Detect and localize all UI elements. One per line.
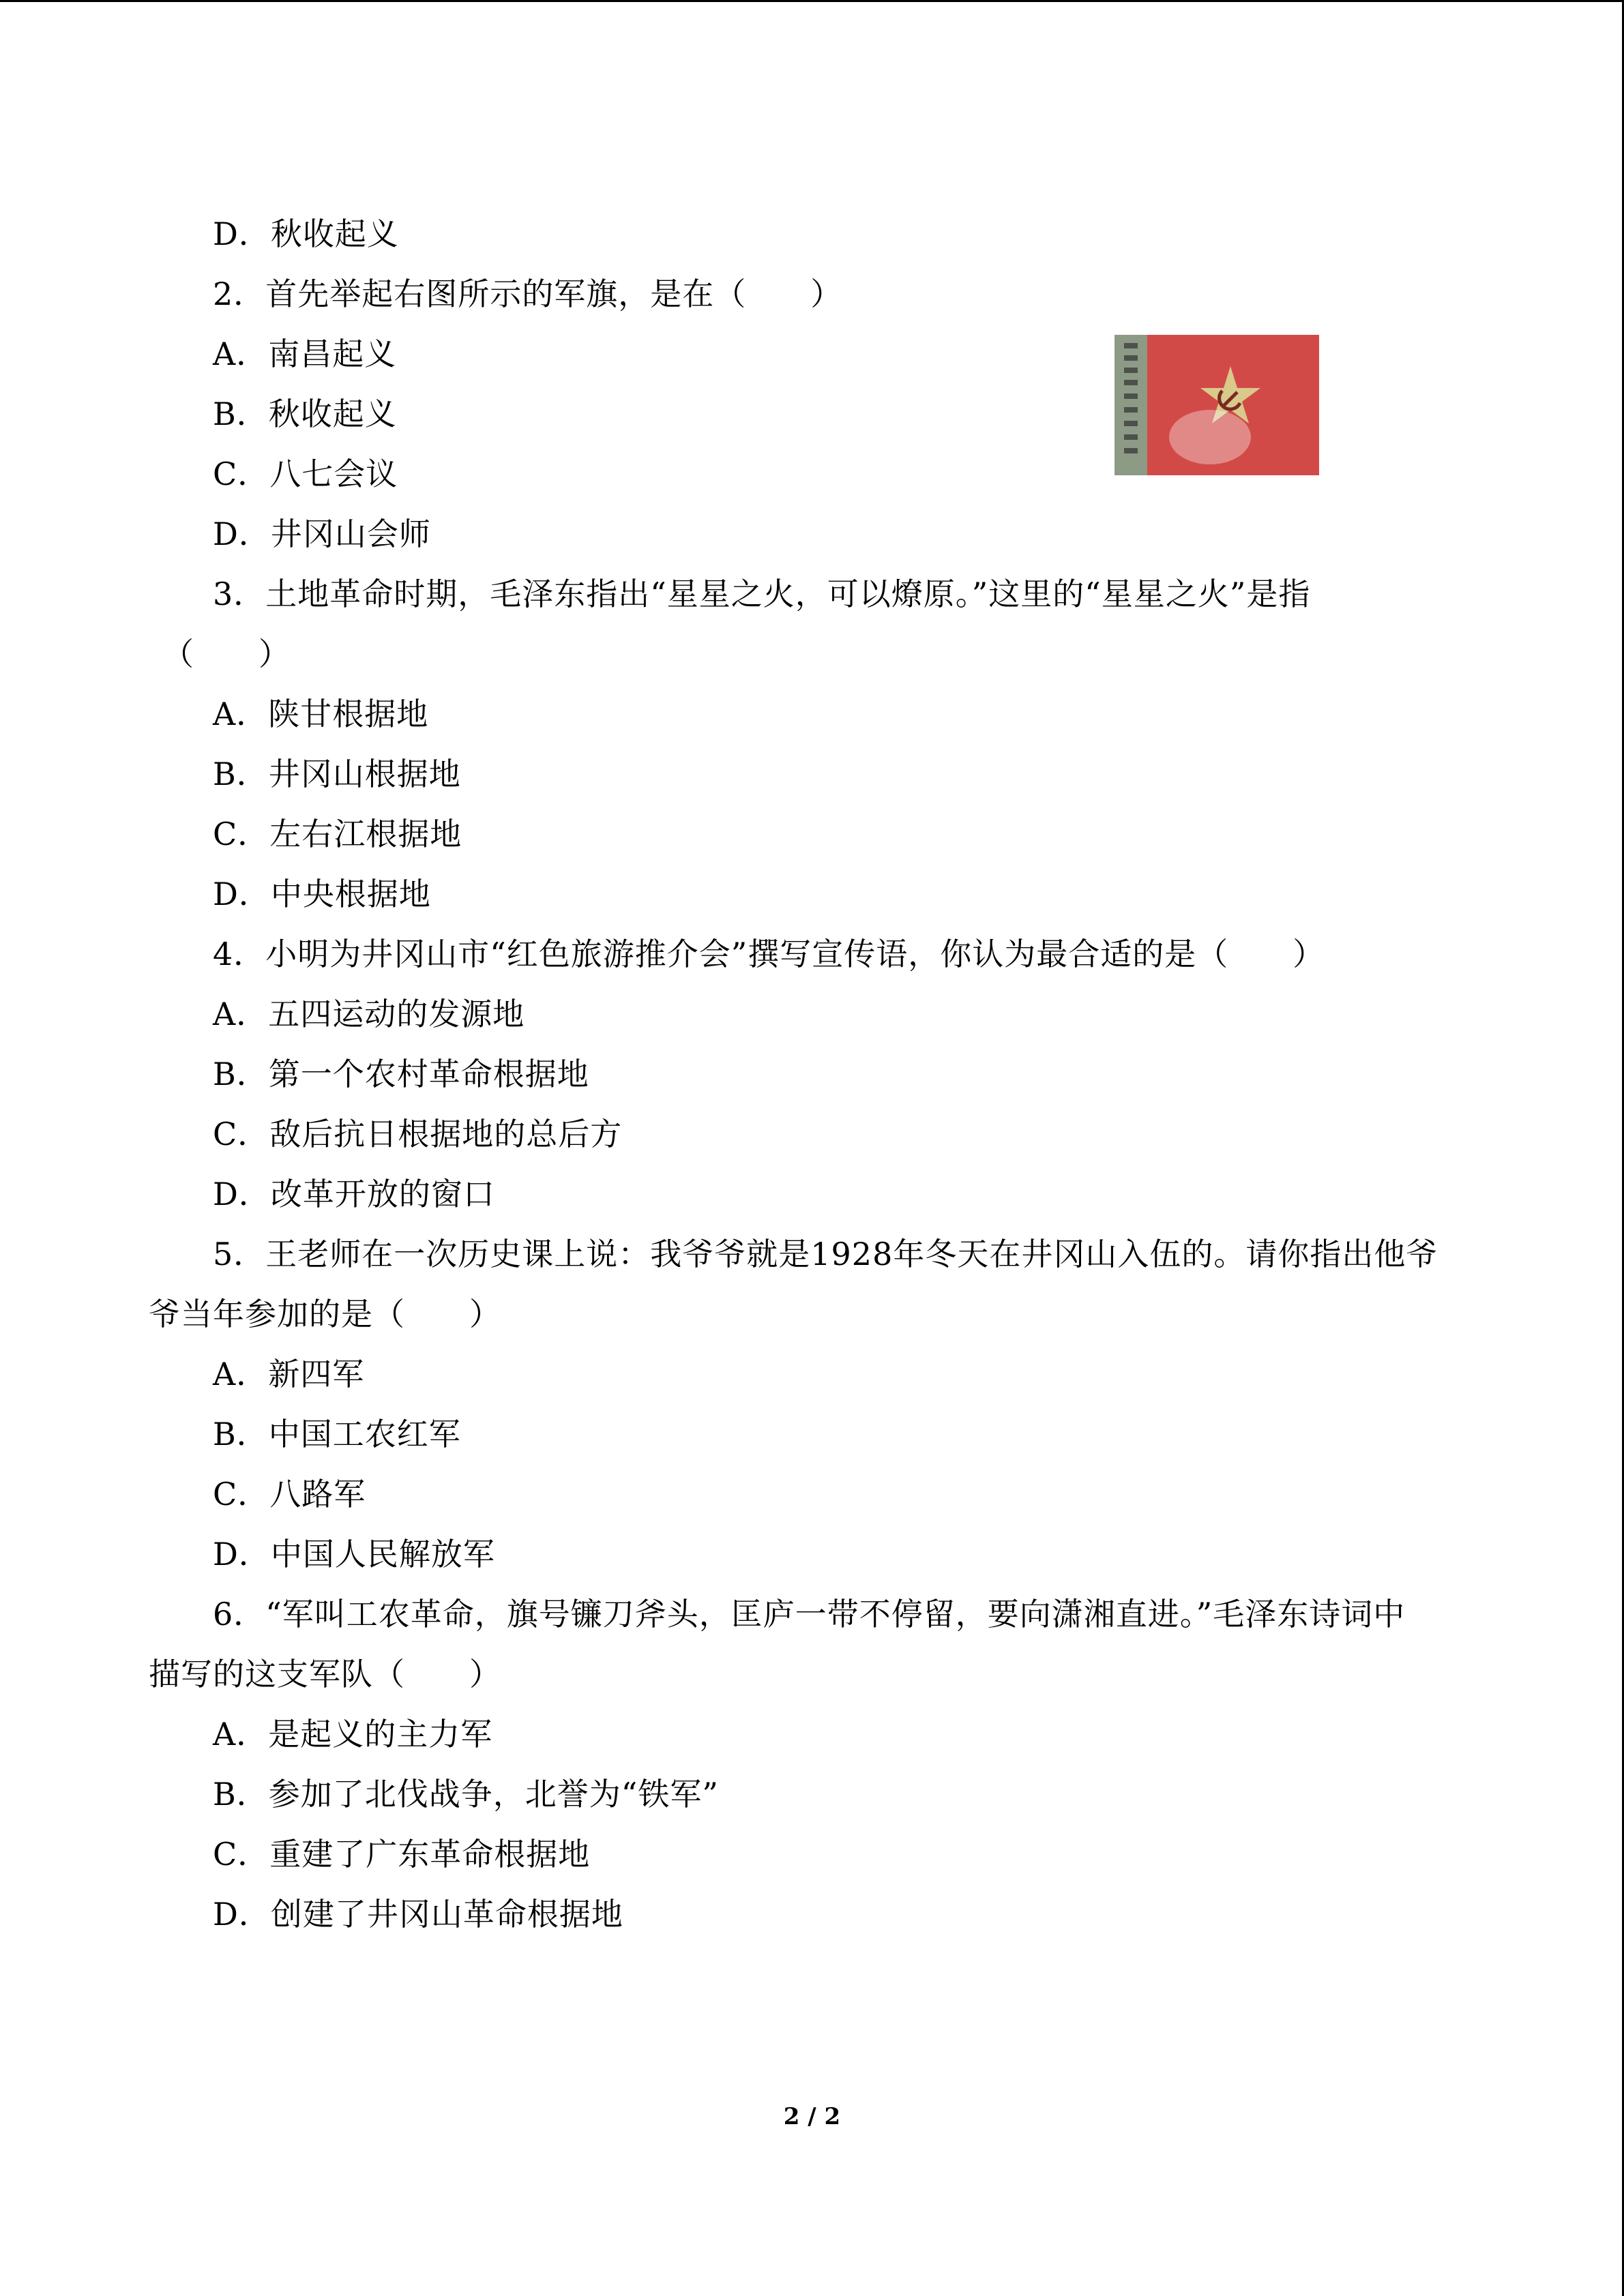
q5-stem: 5．王老师在一次历史课上说：我爷爷就是1928年冬天在井冈山入伍的。请你指出他爷	[213, 1236, 1438, 1272]
flag-hoist-lettering	[1124, 343, 1138, 453]
q6-option-b: B．参加了北伐战争，北誉为“铁军”	[213, 1776, 719, 1813]
q6-stem-continuation: 描写的这支军队（ ）	[149, 1656, 501, 1693]
q5-option-b: B．中国工农红军	[213, 1416, 461, 1452]
q6-option-a: A．是起义的主力军	[213, 1716, 493, 1753]
q6-option-d: D．创建了井冈山革命根据地	[213, 1896, 623, 1933]
q4-option-b: B．第一个农村革命根据地	[213, 1056, 589, 1092]
q2-option-a: A．南昌起义	[213, 336, 397, 372]
q4-option-d: D．改革开放的窗口	[213, 1176, 495, 1212]
q4-option-a: A．五四运动的发源地	[213, 996, 525, 1032]
q5-option-c: C．八路军	[213, 1476, 366, 1512]
q2-option-c: C．八七会议	[213, 456, 398, 492]
q3-stem-continuation: （ ）	[162, 636, 291, 672]
q3-option-d: D．中央根据地	[213, 876, 431, 912]
q4-option-c: C．敌后抗日根据地的总后方	[213, 1116, 623, 1152]
q3-stem: 3．土地革命时期，毛泽东指出“星星之火，可以燎原。”这里的“星星之火”是指	[213, 576, 1311, 612]
red-army-flag-image	[1114, 335, 1319, 475]
q2-stem: 2．首先举起右图所示的军旗，是在（ ）	[213, 275, 843, 312]
page-number: 2 / 2	[783, 2103, 841, 2130]
q2-option-d: D．井冈山会师	[213, 516, 431, 552]
q1-option-d: D．秋收起义	[213, 215, 399, 252]
q3-option-a: A．陕甘根据地	[213, 696, 429, 732]
q5-stem-continuation: 爷当年参加的是（ ）	[149, 1296, 501, 1332]
q4-stem: 4．小明为井冈山市“红色旅游推介会”撰写宣传语，你认为最合适的是（ ）	[213, 936, 1325, 972]
q6-stem: 6．“军叫工农革命，旗号镰刀斧头，匡庐一带不停留，要向潇湘直进。”毛泽东诗词中	[213, 1596, 1406, 1632]
q6-option-c: C．重建了广东革命根据地	[213, 1836, 591, 1873]
top-border-line	[0, 0, 1624, 2]
q5-option-a: A．新四军	[213, 1356, 365, 1392]
q5-option-d: D．中国人民解放军	[213, 1536, 495, 1572]
q3-option-c: C．左右江根据地	[213, 816, 462, 852]
q2-option-b: B．秋收起义	[213, 396, 397, 432]
q3-option-b: B．井冈山根据地	[213, 756, 461, 792]
flag-glare	[1169, 410, 1251, 464]
